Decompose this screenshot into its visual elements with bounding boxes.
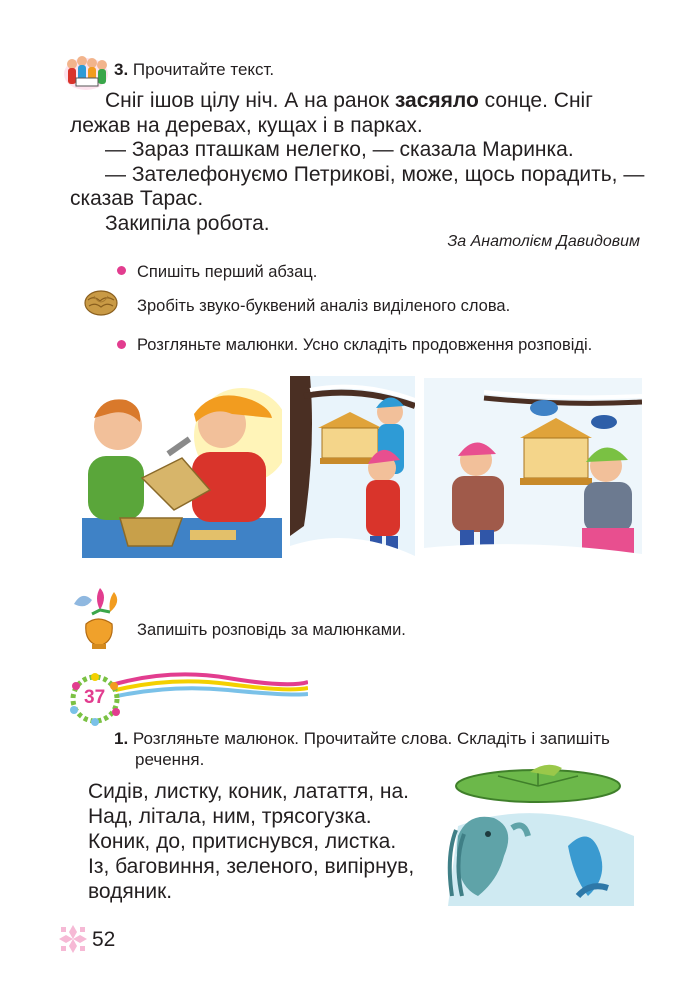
task-number: 1. (114, 729, 129, 748)
story-line: Сніг ішов цілу ніч. А на ранок засяяло сонце. Сніг (105, 89, 593, 112)
story-line: Закипіла робота. (105, 211, 270, 235)
flower-vase-icon (70, 584, 128, 650)
lesson-ribbon (108, 668, 308, 704)
story-line: — Зателефонуємо Петрикові, може, щось порадить, — (105, 162, 645, 186)
boys-building-illustration (82, 378, 282, 560)
author-credit: За Анатолієм Давидовим (447, 233, 640, 250)
story-line: сказав Тарас. (70, 187, 204, 210)
story-line: лежав на деревах, кущах і в парках. (70, 113, 423, 137)
story-text (70, 89, 645, 236)
task-instruction: Прочитайте текст. (132, 60, 275, 79)
walnut-icon (84, 290, 118, 316)
word-line: Із, баговиння, зеленого, випірнув, (88, 855, 415, 878)
reading-children-icon (62, 52, 110, 92)
word-line: Коник, до, притиснувся, листка. (88, 830, 397, 853)
write-task-text: Запишіть розповідь за малюнками. (137, 621, 406, 639)
bullet-item: Спишіть перший абзац. (137, 263, 318, 281)
bullet-dot (117, 340, 126, 349)
task-number: 3. (114, 60, 129, 79)
word-line: Над, літала, ним, трясогузка. (88, 805, 372, 828)
word-line: Сидів, листку, коник, латаття, на. (88, 780, 409, 803)
birds-feeder-illustration (424, 378, 642, 568)
bullet-item: Зробіть звуко-буквений аналіз виділеного слова. (137, 297, 511, 315)
task-instruction-continued: речення. (135, 750, 205, 769)
page-number: 52 (92, 928, 116, 951)
waterman-grasshopper-illustration (438, 756, 638, 906)
highlighted-word: засяяло (394, 89, 479, 112)
winter-feeder-illustration (290, 376, 415, 586)
task-3-heading (114, 60, 274, 80)
word-line: водяник. (88, 880, 173, 903)
story-line: — Зараз пташкам нелегко, — сказала Маринка. (105, 138, 574, 161)
bullet-dot (117, 266, 126, 275)
bullet-item: Розгляньте малюнки. Усно складіть продовження розповіді. (137, 336, 593, 354)
page-ornament-icon (58, 924, 88, 954)
scrambled-words (88, 779, 414, 904)
task-instruction: Розгляньте малюнок. Прочитайте слова. Складіть і запишіть (132, 729, 610, 748)
lesson-number: 37 (84, 687, 106, 708)
